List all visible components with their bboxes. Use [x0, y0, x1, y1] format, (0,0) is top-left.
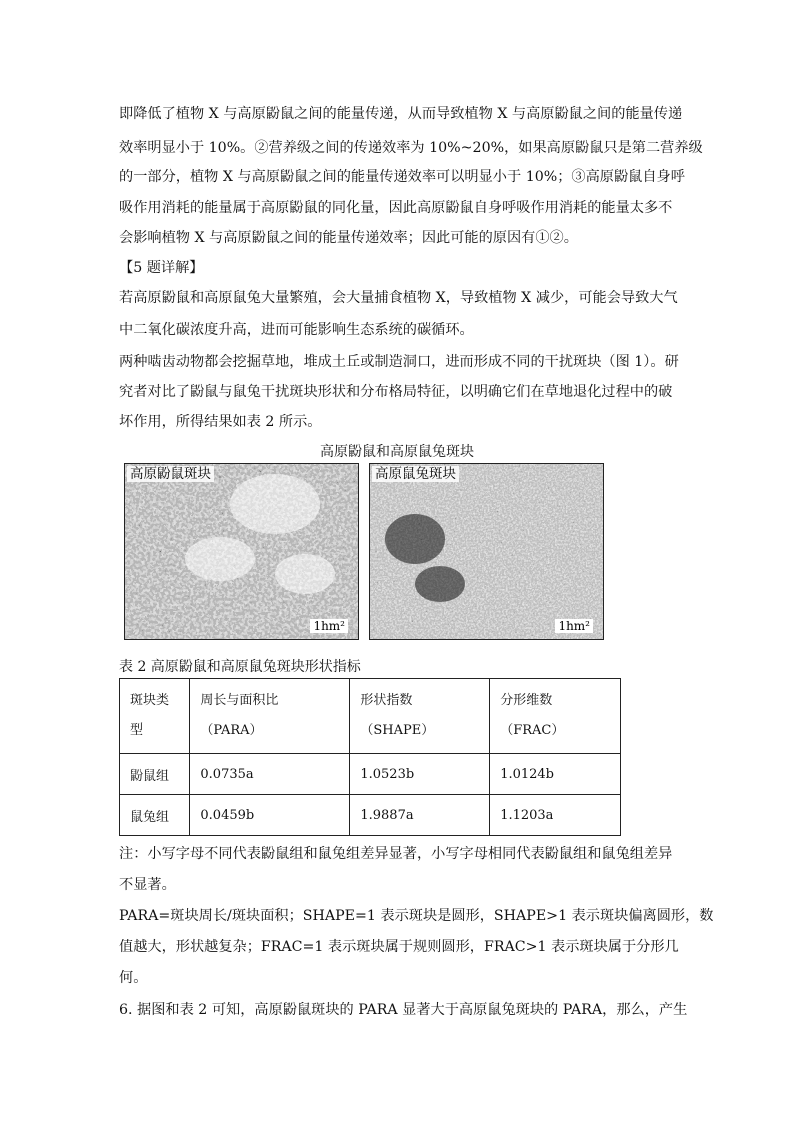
paragraph-line: 两种啮齿动物都会挖掘草地，堆成土丘或制造洞口，进而形成不同的干扰斑块（图 1）。研 [119, 354, 679, 370]
table-cell: 1.9887a [350, 795, 490, 836]
pika-patch-photo [369, 463, 604, 640]
table-cell: 0.0459b [190, 795, 350, 836]
paragraph-line: 会影响植物 X 与高原鼢鼠之间的能量传递效率；因此可能的原因有①②。 [119, 230, 578, 246]
note-line: 注：小写字母不同代表鼢鼠组和鼠兔组差异显著，小写字母相同代表鼢鼠组和鼠兔组差异 [119, 846, 673, 862]
table-header-row [120, 679, 621, 754]
header-cell [190, 679, 350, 754]
header-text: （FRAC） [500, 723, 565, 738]
definition-line: 何。 [119, 970, 148, 986]
zokor-patch-texture [125, 464, 358, 639]
table-cell: 鼠兔组 [120, 795, 190, 836]
paragraph-line: 即降低了植物 X 与高原鼢鼠之间的能量传递，从而导致植物 X 与高原鼢鼠之间的能量传递 [119, 106, 683, 122]
question-line: 6. 据图和表 2 可知，高原鼢鼠斑块的 PARA 显著大于高原鼠兔斑块的 PARA，那么，产生 [119, 1002, 688, 1018]
header-text: （SHAPE） [360, 723, 435, 738]
header-text: 斑块类 [130, 693, 170, 708]
zokor-patch-label: 高原鼢鼠斑块 [127, 466, 214, 482]
table-row [120, 795, 621, 836]
shape-index-table [119, 678, 621, 836]
scale-label: 1hm² [555, 619, 593, 633]
definition-line: PARA=斑块周长/斑块面积；SHAPE=1 表示斑块是圆形，SHAPE>1 表示斑块偏离圆形，数 [119, 908, 714, 924]
paragraph-line: 效率明显小于 10%。②营养级之间的传递效率为 10%~20%，如果高原鼢鼠只是第二营养级 [119, 140, 703, 156]
definition-line: 值越大，形状越复杂；FRAC=1 表示斑块属于规则圆形，FRAC>1 表示斑块属于分形几 [119, 939, 679, 955]
paragraph-line: 若高原鼢鼠和高原鼠兔大量繁殖，会大量捕食植物 X，导致植物 X 减少，可能会导致大气 [119, 290, 678, 306]
table-cell: 1.0523b [350, 754, 490, 795]
header-text: 型 [130, 723, 144, 738]
zokor-patch-photo [124, 463, 359, 640]
table-cell: 0.0735a [190, 754, 350, 795]
paragraph-line: 究者对比了鼢鼠与鼠兔干扰斑块形状和分布格局特征，以明确它们在草地退化过程中的破 [119, 384, 673, 400]
paragraph-line: 中二氧化碳浓度升高，进而可能影响生态系统的碳循环。 [119, 322, 474, 338]
paragraph-line: 坏作用，所得结果如表 2 所示。 [119, 414, 322, 430]
figure-title: 高原鼢鼠和高原鼠兔斑块 [320, 444, 474, 460]
paragraph-line: 吸作用消耗的能量属于高原鼢鼠的同化量，因此高原鼢鼠自身呼吸作用消耗的能量太多不 [119, 200, 673, 216]
header-cell [120, 679, 190, 754]
header-text: 周长与面积比 [200, 693, 279, 708]
section-heading: 【5 题详解】 [119, 260, 204, 276]
table-cell: 1.0124b [490, 754, 621, 795]
pika-patch-texture [370, 464, 603, 639]
header-text: 分形维数 [500, 693, 553, 708]
note-line: 不显著。 [119, 877, 176, 893]
header-text: （PARA） [200, 723, 263, 738]
pika-patch-label: 高原鼠兔斑块 [372, 466, 459, 482]
header-cell [490, 679, 621, 754]
header-text: 形状指数 [360, 693, 413, 708]
paragraph-line: 的一部分，植物 X 与高原鼢鼠之间的能量传递效率可以明显小于 10%；③高原鼢鼠自身呼 [119, 169, 685, 185]
table-cell: 1.1203a [490, 795, 621, 836]
table-cell: 鼢鼠组 [120, 754, 190, 795]
scale-label: 1hm² [310, 619, 348, 633]
table-caption: 表 2 高原鼢鼠和高原鼠兔斑块形状指标 [119, 659, 361, 675]
header-cell [350, 679, 490, 754]
table-row [120, 754, 621, 795]
